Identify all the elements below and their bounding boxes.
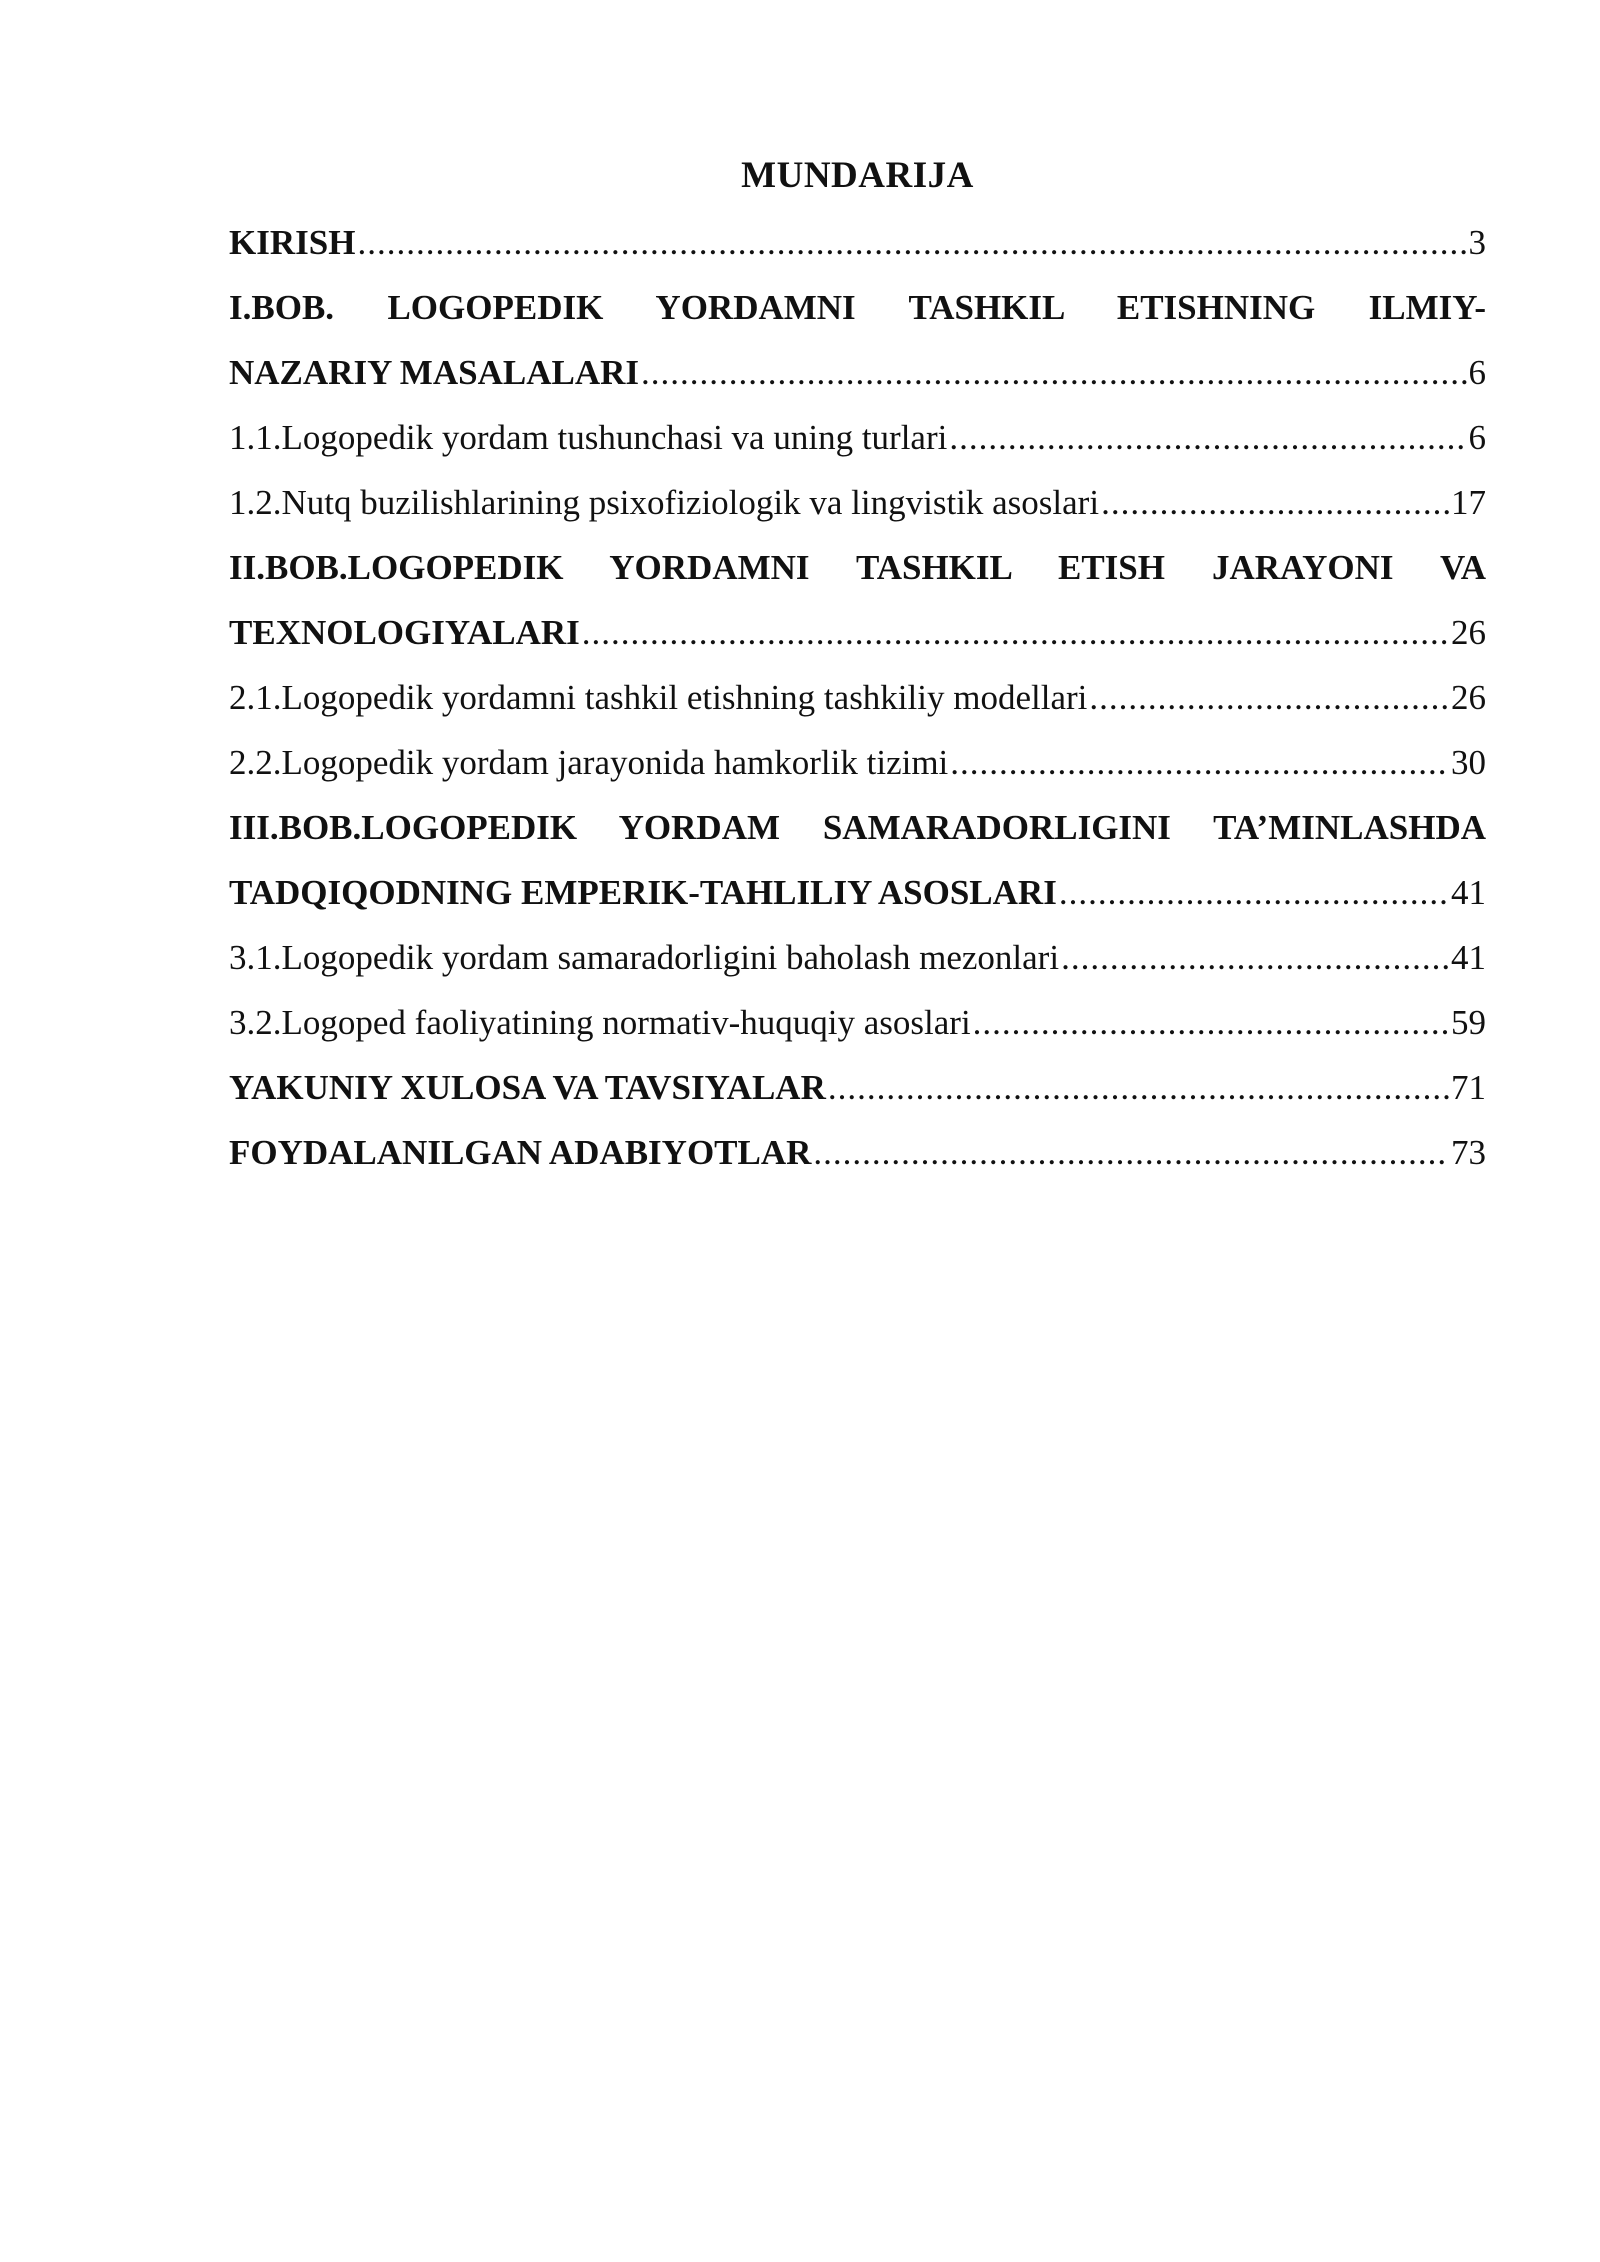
toc-leader-dots bbox=[1059, 860, 1449, 925]
toc-page-number: 41 bbox=[1451, 873, 1486, 912]
toc-section-2-2[interactable] bbox=[229, 730, 1486, 795]
toc-section-3-2[interactable] bbox=[229, 990, 1486, 1055]
toc-page-number: 6 bbox=[1468, 353, 1486, 392]
toc-chapter-2-heading-cont[interactable] bbox=[229, 600, 1486, 665]
toc-chapter-3-heading-cont[interactable] bbox=[229, 860, 1486, 925]
table-of-contents bbox=[229, 210, 1486, 1185]
toc-entry-label: KIRISH bbox=[229, 223, 356, 262]
toc-entry-label: I.BOB. LOGOPEDIK YORDAMNI TASHKIL ETISHNING ILMIY- bbox=[229, 288, 1486, 327]
toc-leader-dots bbox=[828, 1055, 1449, 1120]
toc-entry-label: III.BOB.LOGOPEDIK YORDAM SAMARADORLIGINI TA’MINLASHDA bbox=[229, 808, 1486, 847]
toc-chapter-3-heading[interactable] bbox=[229, 795, 1486, 860]
toc-leader-dots bbox=[949, 405, 1466, 470]
toc-page-number: 30 bbox=[1451, 743, 1486, 782]
toc-page-number: 41 bbox=[1451, 938, 1486, 977]
toc-leader-dots bbox=[1101, 470, 1449, 535]
toc-entry-label: 3.2.Logoped faoliyatining normativ-huquqiy asoslari bbox=[229, 1003, 971, 1042]
toc-leader-dots bbox=[950, 730, 1449, 795]
toc-entry-label: 1.1.Logopedik yordam tushunchasi va uning turlari bbox=[229, 418, 948, 457]
toc-page-number: 26 bbox=[1451, 678, 1486, 717]
toc-leader-dots bbox=[582, 600, 1449, 665]
toc-entry-label: TADQIQODNING EMPERIK-TAHLILIY ASOSLARI bbox=[229, 873, 1057, 912]
toc-chapter-1-heading[interactable] bbox=[229, 275, 1486, 340]
toc-section-3-1[interactable] bbox=[229, 925, 1486, 990]
toc-page-number: 73 bbox=[1451, 1133, 1486, 1172]
toc-entry-label: II.BOB.LOGOPEDIK YORDAMNI TASHKIL ETISH JARAYONI VA bbox=[229, 548, 1486, 587]
toc-entry-label: TEXNOLOGIYALARI bbox=[229, 613, 580, 652]
toc-entry-kirish[interactable] bbox=[229, 210, 1486, 275]
toc-section-1-2[interactable] bbox=[229, 470, 1486, 535]
toc-entry-label: 2.1.Logopedik yordamni tashkil etishning tashkiliy modellari bbox=[229, 678, 1088, 717]
toc-leader-dots bbox=[641, 340, 1467, 405]
toc-entry-conclusion[interactable] bbox=[229, 1055, 1486, 1120]
toc-page-number: 26 bbox=[1451, 613, 1486, 652]
toc-chapter-1-heading-cont[interactable] bbox=[229, 340, 1486, 405]
page-title: MUNDARIJA bbox=[741, 155, 974, 196]
toc-leader-dots bbox=[1089, 665, 1449, 730]
toc-section-2-1[interactable] bbox=[229, 665, 1486, 730]
toc-entry-label: 3.1.Logopedik yordam samaradorligini baholash mezonlari bbox=[229, 938, 1060, 977]
toc-page-number: 71 bbox=[1451, 1068, 1486, 1107]
toc-entry-label: NAZARIY MASALALARI bbox=[229, 353, 639, 392]
toc-entry-label: 1.2.Nutq buzilishlarining psixofiziologik va lingvistik asoslari bbox=[229, 483, 1100, 522]
toc-leader-dots bbox=[357, 210, 1466, 275]
toc-entry-label: 2.2.Logopedik yordam jarayonida hamkorlik tizimi bbox=[229, 743, 949, 782]
toc-entry-label: FOYDALANILGAN ADABIYOTLAR bbox=[229, 1133, 812, 1172]
toc-entry-references[interactable] bbox=[229, 1120, 1486, 1185]
toc-page-number: 6 bbox=[1468, 418, 1486, 457]
toc-page-number: 17 bbox=[1451, 483, 1486, 522]
toc-page-number: 3 bbox=[1468, 223, 1486, 262]
toc-leader-dots bbox=[813, 1120, 1449, 1185]
toc-leader-dots bbox=[1061, 925, 1449, 990]
toc-chapter-2-heading[interactable] bbox=[229, 535, 1486, 600]
toc-page-number: 59 bbox=[1451, 1003, 1486, 1042]
toc-section-1-1[interactable] bbox=[229, 405, 1486, 470]
toc-entry-label: YAKUNIY XULOSA VA TAVSIYALAR bbox=[229, 1068, 826, 1107]
toc-leader-dots bbox=[973, 990, 1449, 1055]
